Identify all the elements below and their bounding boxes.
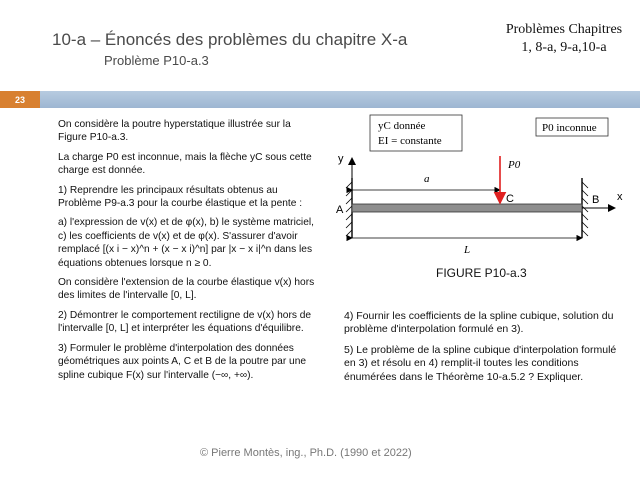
x-axis-label: x (617, 191, 623, 203)
chapter-reference-line1: Problèmes Chapitres (505, 22, 623, 37)
chapter-reference-line2: 1, 8-a, 9-a,10-a (521, 40, 607, 55)
paragraph-question-3: 3) Formuler le problème d'interpolation des données géométriques aux points A, C et B de la poutre par une spline cubique F(x) sur l'intervalle (−∞, +∞). (58, 342, 307, 381)
slide-number-badge: 23 (0, 91, 40, 108)
ei-constant-label: EI = constante (378, 135, 442, 147)
problem-statement-left (58, 118, 320, 388)
dimension-l-label: L (464, 244, 471, 256)
paragraph-question-5: 5) Le problème de la spline cubique d'interpolation formulé en 3) et résolu en 4) remplit-il toutes les conditions énumérées dans le Théorème 10-a.5.2 ? Expliquer. (344, 343, 617, 383)
slide-subtitle: Problème P10-a.3 (104, 53, 209, 68)
figure-caption: FIGURE P10-a.3 (436, 266, 527, 280)
beam (352, 204, 582, 212)
x-axis (582, 191, 623, 208)
yc-given-label: yC donnée (378, 120, 426, 132)
problem-statement-right (344, 310, 624, 391)
p0-unknown-label: P0 inconnue (542, 122, 597, 134)
left-fixed-support (346, 178, 352, 238)
paragraph-extension: On considère l'extension de la courbe élastique v(x) hors des limites de l'intervalle [0, L]. (58, 277, 315, 302)
unknown-load-box (536, 118, 608, 136)
chapter-reference (498, 21, 630, 57)
given-data-box (370, 115, 462, 151)
paragraph-question-1: 1) Reprendre les principaux résultats obtenus au Problème P9-a.3 pour la courbe élastique et la pente : (58, 184, 303, 210)
load-p0-label: P0 (508, 159, 521, 171)
copyright-footer: © Pierre Montès, ing., Ph.D. (1990 et 2022) (200, 447, 412, 459)
paragraph-question-4: 4) Fournir les coefficients de la spline cubique, solution du problème d'interpolation formulé en 3). (344, 310, 614, 336)
paragraph-intro: On considère la poutre hyperstatique illustrée sur la Figure P10-a.3. (58, 119, 291, 144)
paragraph-load: La charge P0 est inconnue, mais la flèche yC sous cette charge est donnée. (58, 151, 312, 177)
dimension-l (352, 238, 582, 256)
paragraph-question-2: 2) Démontrer le comportement rectiligne de v(x) hors de l'intervalle [0, L] et interpréter les équations d'équilibre. (58, 309, 312, 335)
point-a-label: A (336, 204, 344, 216)
point-b-label: B (592, 194, 600, 206)
header-rule (40, 91, 640, 108)
point-c-label: C (506, 193, 514, 205)
slide-title: 10-a – Énoncés des problèmes du chapitre X-a (52, 30, 408, 49)
paragraph-question-1-details: a) l'expression de v(x) et de φ(x), b) le système matriciel, c) les coefficients de v(x) et de φ(x). S'assurer d'avoir remplacé [(x i − x)^n + (x − x i)^n] par |x − x i|^n dans les équations obtenues lorsque n ≥ 0. (58, 217, 314, 269)
dimension-a (352, 173, 500, 204)
dimension-a-label: a (424, 173, 430, 185)
y-axis-label: y (338, 153, 344, 165)
